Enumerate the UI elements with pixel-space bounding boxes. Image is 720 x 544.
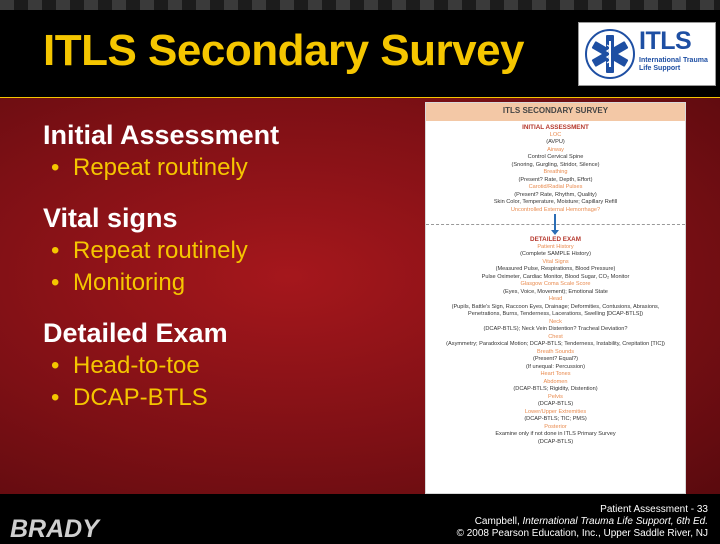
card-line: (DCAP-BTLS) xyxy=(537,401,574,407)
card-line: Uncontrolled External Hemorrhage? xyxy=(510,206,601,213)
card-line: Breathing xyxy=(543,169,568,175)
card-line: Examine only if not done in ITLS Primary Survey xyxy=(495,431,616,437)
initial-assessment-list xyxy=(426,124,685,214)
secondary-survey-card xyxy=(425,102,686,494)
brady-logo: BRADY xyxy=(10,515,99,543)
card-line: (Asymmetry; Paradoxical Motion; DCAP-BTLS; Tenderness, Instability, Crepitation [TIC]) xyxy=(446,341,665,347)
card-line: Patient History xyxy=(537,243,574,250)
card-line: (DCAP-BTLS); Neck Vein Distention? Tracheal Deviation? xyxy=(483,326,628,332)
card-line: (DCAP-BTLS) xyxy=(537,438,574,445)
detailed-exam-list xyxy=(426,236,685,446)
card-line: Vital Signs xyxy=(542,258,569,265)
card-line: Head xyxy=(548,296,563,302)
card-line: Lower/Upper Extremities xyxy=(524,408,587,415)
card-line: Abdomen xyxy=(543,378,568,385)
card-line: (DCAP-BTLS; TIC; PMS) xyxy=(524,416,587,422)
card-line: Airway xyxy=(547,146,564,153)
card-line: Carotid/Radial Pulses xyxy=(528,184,583,190)
card-line: (Eyes, Voice, Movement); Emotional State xyxy=(503,288,608,295)
bullet-item: • Repeat routinely xyxy=(43,152,423,184)
card-line: Chest xyxy=(548,333,563,340)
card-line: Posterior xyxy=(544,423,567,430)
card-body xyxy=(426,124,685,446)
bullet-item: • Repeat routinely xyxy=(43,235,423,267)
card-line: (DCAP-BTLS; Rigidity, Distention) xyxy=(513,386,598,392)
card-line: (Measured Pulse, Respirations, Blood Pressure) xyxy=(495,266,616,272)
card-line: Neck xyxy=(549,318,562,325)
card-line: LOC xyxy=(549,131,562,138)
bullet-item: • Monitoring xyxy=(43,267,423,299)
card-line: Skin Color, Temperature, Moisture; Capillary Refill xyxy=(493,199,618,205)
outline-list xyxy=(43,118,423,414)
section-heading: Detailed Exam xyxy=(43,318,228,348)
itls-logo xyxy=(578,22,716,86)
card-line: Heart Tones xyxy=(540,371,571,377)
star-of-life-icon xyxy=(585,29,635,79)
logo-name: ITLS xyxy=(639,27,692,55)
bullet-item: • Head-to-toe xyxy=(43,350,423,382)
down-arrow-icon xyxy=(554,214,556,232)
card-line: (Snoring, Gurgling, Stridor, Silence) xyxy=(511,161,600,168)
card-line: Breath Sounds xyxy=(536,348,574,355)
footer-line-1: Patient Assessment - 33 xyxy=(600,504,708,515)
card-line: (Present? Rate, Depth, Effort) xyxy=(518,176,593,183)
card-title: ITLS SECONDARY SURVEY xyxy=(502,106,609,115)
card-line: Control Cervical Spine xyxy=(527,154,584,160)
card-line: Penetrations, Burns, Tenderness, Lacerations, Swelling [DCAP-BTLS]) xyxy=(468,311,643,317)
card-line: (Present? Rate, Rhythm, Quality) xyxy=(514,191,597,198)
card-line: Pelvis xyxy=(548,393,563,400)
card-line: (Pupils, Battle's Sign, Raccoon Eyes, Drainage; Deformities, Contusions, Abrasions, xyxy=(451,303,660,310)
footer-line-3: © 2008 Pearson Education, Inc., Upper Saddle River, NJ xyxy=(456,528,708,539)
header-pattern-strip xyxy=(0,0,720,10)
card-line: (If unequal: Percussion) xyxy=(525,363,586,370)
footer-line-2: Campbell, International Trauma Life Support, 6th Ed. xyxy=(474,516,708,527)
logo-subtitle: International Trauma Life Support xyxy=(639,57,708,72)
section-heading: Vital signs xyxy=(43,203,178,233)
section-heading: Initial Assessment xyxy=(43,120,280,150)
flow-separator xyxy=(426,214,685,236)
bullet-item: • DCAP-BTLS xyxy=(43,382,423,414)
card-line: DETAILED EXAM xyxy=(530,236,581,243)
card-line: (Present? Equal?) xyxy=(532,356,579,362)
card-line: (AVPU) xyxy=(546,139,565,145)
card-line: (Complete SAMPLE History) xyxy=(520,251,591,257)
card-line: INITIAL ASSESSMENT xyxy=(522,124,589,131)
card-line: Pulse Oximeter, Cardiac Monitor, Blood Sugar, CO₂ Monitor xyxy=(481,273,630,280)
page-title: ITLS Secondary Survey xyxy=(43,26,525,75)
footer-credits xyxy=(457,504,708,540)
card-line: Glasgow Coma Scale Score xyxy=(520,281,591,287)
